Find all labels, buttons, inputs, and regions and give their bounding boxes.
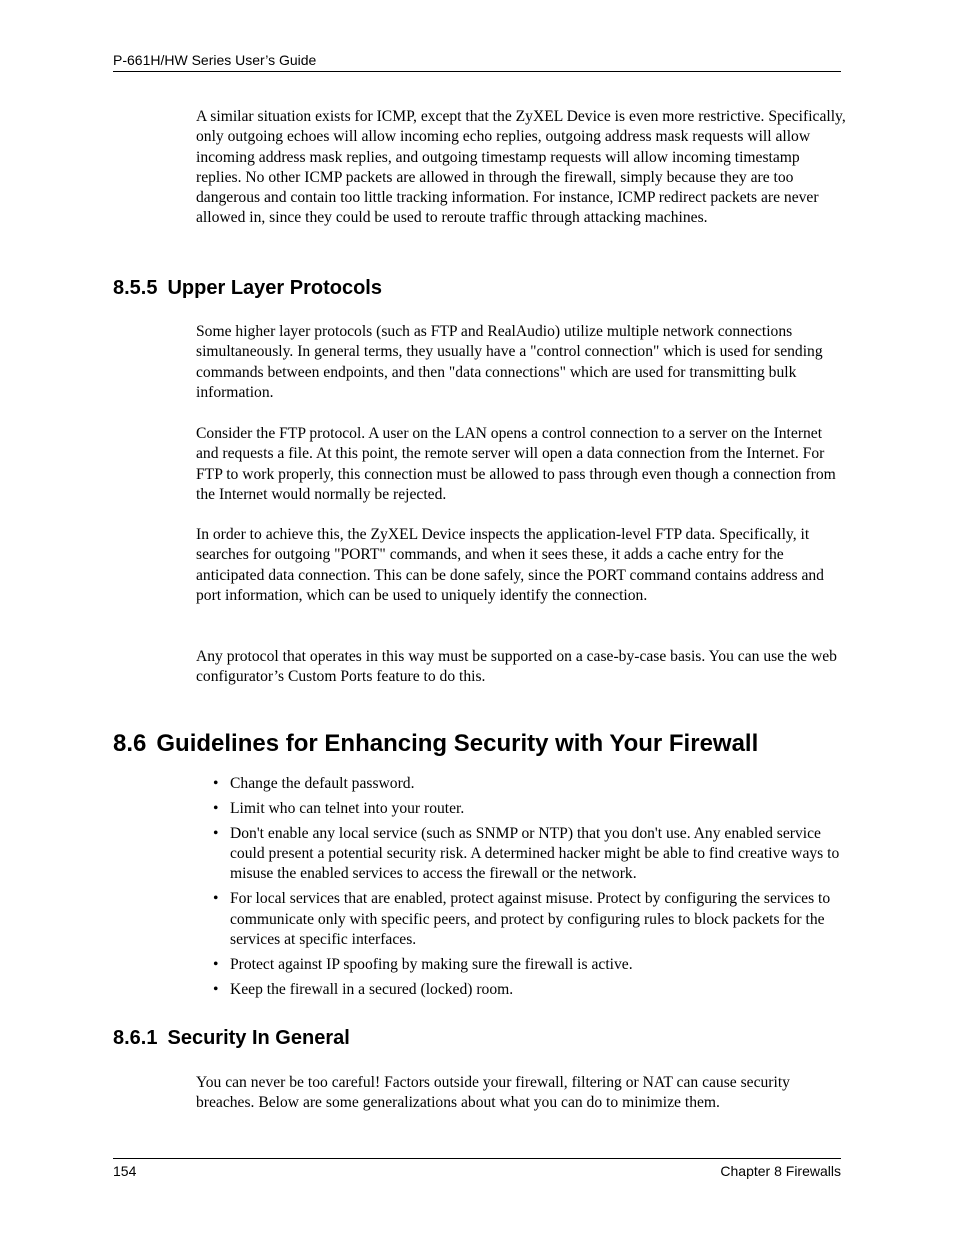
list-item: • Don't enable any local service (such as SNMP or NTP) that you don't use. Any enabled service could present a potential security risk. A determined hacker might be able to find creative ways to misuse the enabled services to access the firewall or the network. xyxy=(213,824,840,883)
footer-rule xyxy=(113,1158,841,1159)
paragraph-upper-layer-intro: Some higher layer protocols (such as FTP and RealAudio) utilize multiple network connections simultaneously. In general terms, they usually have a "control connection" which is used for sending commands between endpoints, and then "data connections" which are used for transmitting bulk information. xyxy=(196,323,823,401)
chapter-label: Chapter 8 Firewalls xyxy=(720,1163,841,1179)
paragraph-custom-ports: Any protocol that operates in this way must be supported on a case-by-case basis. You can use the web configurator’s Custom Ports feature to do this. xyxy=(196,648,837,686)
section-heading-8-6-1 xyxy=(113,1026,350,1050)
bullet-icon: • xyxy=(213,955,219,973)
section-title: Security In General xyxy=(167,1027,350,1049)
list-item: • Change the default password. xyxy=(213,774,843,794)
security-guidelines-list xyxy=(213,774,843,1005)
bullet-icon: • xyxy=(213,890,219,908)
bullet-icon: • xyxy=(213,980,219,998)
section-number: 8.5.5 xyxy=(113,277,158,299)
section-heading-8-5-5 xyxy=(113,276,382,300)
section-number: 8.6 xyxy=(113,730,147,757)
header-rule xyxy=(113,71,841,72)
list-item: • Limit who can telnet into your router. xyxy=(213,799,843,819)
section-heading-8-6 xyxy=(113,730,758,758)
paragraph-port-commands: In order to achieve this, the ZyXEL Device inspects the application-level FTP data. Specifically, it searches for outgoing "PORT" commands, and when it sees these, it adds a cache entry for the anticipated data connection. This can be done safely, since the PORT command contains address and port information, which can be used to uniquely identify the connection. xyxy=(196,526,824,604)
list-item: • For local services that are enabled, protect against misuse. Protect by configuring the services to communicate only with specific peers, and protect by configuring rules to block packets for the services at specific interfaces. xyxy=(213,890,831,948)
section-title: Guidelines for Enhancing Security with Your Firewall xyxy=(156,730,759,757)
section-title: Upper Layer Protocols xyxy=(167,277,382,299)
icmp-paragraph: A similar situation exists for ICMP, except that the ZyXEL Device is even more restrictive. Specifically, only outgoing echoes will allow incoming echo replies, outgoing address mask requests will allow incoming address mask replies, and outgoing timestamp requests will allow incoming timestamp replies. No other ICMP packets are allowed in through the firewall, simply because they are too dangerous and contain too little tracking information. For instance, ICMP redirect packets are never allowed in, since they could be used to reroute traffic through attacking machines. xyxy=(196,108,846,227)
paragraph-security-general: You can never be too careful! Factors outside your firewall, filtering or NAT can cause security breaches. Below are some generalizations about what you can do to minimize them. xyxy=(196,1074,790,1112)
paragraph-ftp-protocol: Consider the FTP protocol. A user on the LAN opens a control connection to a server on the Internet and requests a file. At this point, the remote server will open a data connection from the Internet. For FTP to work properly, this connection must be allowed to pass through even though a connection from the Internet would normally be rejected. xyxy=(196,425,836,503)
bullet-icon: • xyxy=(213,824,219,842)
list-item: • Protect against IP spoofing by making sure the firewall is active. xyxy=(213,955,843,975)
page-number: 154 xyxy=(113,1163,137,1179)
running-header: P-661H/HW Series User’s Guide xyxy=(113,52,317,68)
list-item: • Keep the firewall in a secured (locked) room. xyxy=(213,980,843,1000)
bullet-icon: • xyxy=(213,799,219,817)
section-number: 8.6.1 xyxy=(113,1027,158,1049)
bullet-icon: • xyxy=(213,775,219,792)
